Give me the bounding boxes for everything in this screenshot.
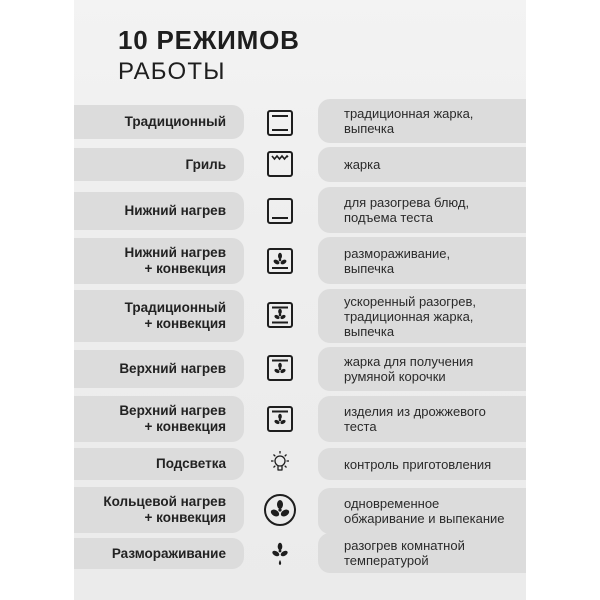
mode-description-pill xyxy=(318,187,526,233)
mode-label-pill xyxy=(74,538,244,569)
mode-label-pill xyxy=(74,105,244,139)
mode-label: Нижний нагрев xyxy=(124,203,226,218)
bottom-heat-fan-icon xyxy=(265,246,295,276)
mode-label: Нижний нагрев + конвекция xyxy=(124,245,226,276)
mode-label: Подсветка xyxy=(156,456,226,471)
mode-label-pill xyxy=(74,487,244,533)
mode-label-pill xyxy=(74,290,244,342)
mode-description-pill xyxy=(318,147,526,182)
mode-label: Традиционный xyxy=(124,114,226,129)
mode-label-pill xyxy=(74,148,244,181)
mode-description: изделия из дрожжевого теста xyxy=(344,404,486,434)
mode-description: для разогрева блюд, подъема теста xyxy=(344,195,470,225)
mode-description: традиционная жарка, выпечка xyxy=(344,106,474,136)
mode-description-pill xyxy=(318,488,526,534)
mode-description-pill xyxy=(318,99,526,143)
mode-description: контроль приготовления xyxy=(344,456,492,472)
mode-label-pill xyxy=(74,350,244,388)
mode-description: жарка xyxy=(344,157,381,172)
top-heat-convection-icon xyxy=(265,404,295,434)
mode-description: одновременное обжаривание и выпекание xyxy=(344,496,505,526)
page-subtitle: РАБОТЫ xyxy=(118,58,226,85)
top-bottom-heat-fan-icon xyxy=(265,300,295,330)
mode-description: размораживание, выпечка xyxy=(344,245,451,276)
mode-description: разогрев комнатной температурой xyxy=(344,538,465,568)
mode-label: Размораживание xyxy=(111,545,226,561)
mode-description-pill xyxy=(318,347,526,391)
mode-label: Верхний нагрев + конвекция xyxy=(119,403,226,434)
mode-description-pill xyxy=(318,448,526,480)
mode-description: ускоренный разогрев, традиционная жарка, выпечка xyxy=(344,293,477,339)
oven-top-bottom-heat-icon xyxy=(265,108,295,138)
mode-label-pill xyxy=(74,448,244,480)
mode-description-pill xyxy=(318,289,526,343)
mode-description: жарка для получения румяной корочки xyxy=(344,354,474,384)
mode-description-pill xyxy=(318,396,526,442)
mode-label-pill xyxy=(74,238,244,284)
mode-description-pill xyxy=(318,237,526,284)
grill-icon xyxy=(265,149,295,179)
mode-label: Традиционный + конвекция xyxy=(124,300,226,331)
mode-label: Кольцевой нагрев + конвекция xyxy=(103,494,226,525)
mode-label: Верхний нагрев xyxy=(119,361,226,376)
mode-label: Гриль xyxy=(185,156,226,172)
page-title: 10 РЕЖИМОВ xyxy=(118,25,300,55)
mode-description-pill xyxy=(318,533,526,573)
bottom-heat-icon xyxy=(265,196,295,226)
light-bulb-icon xyxy=(265,448,295,478)
defrost-fan-icon xyxy=(265,538,295,568)
ring-heat-fan-icon xyxy=(263,493,297,527)
mode-label-pill xyxy=(74,396,244,442)
top-heat-fan-icon xyxy=(265,353,295,383)
mode-label-pill xyxy=(74,192,244,230)
